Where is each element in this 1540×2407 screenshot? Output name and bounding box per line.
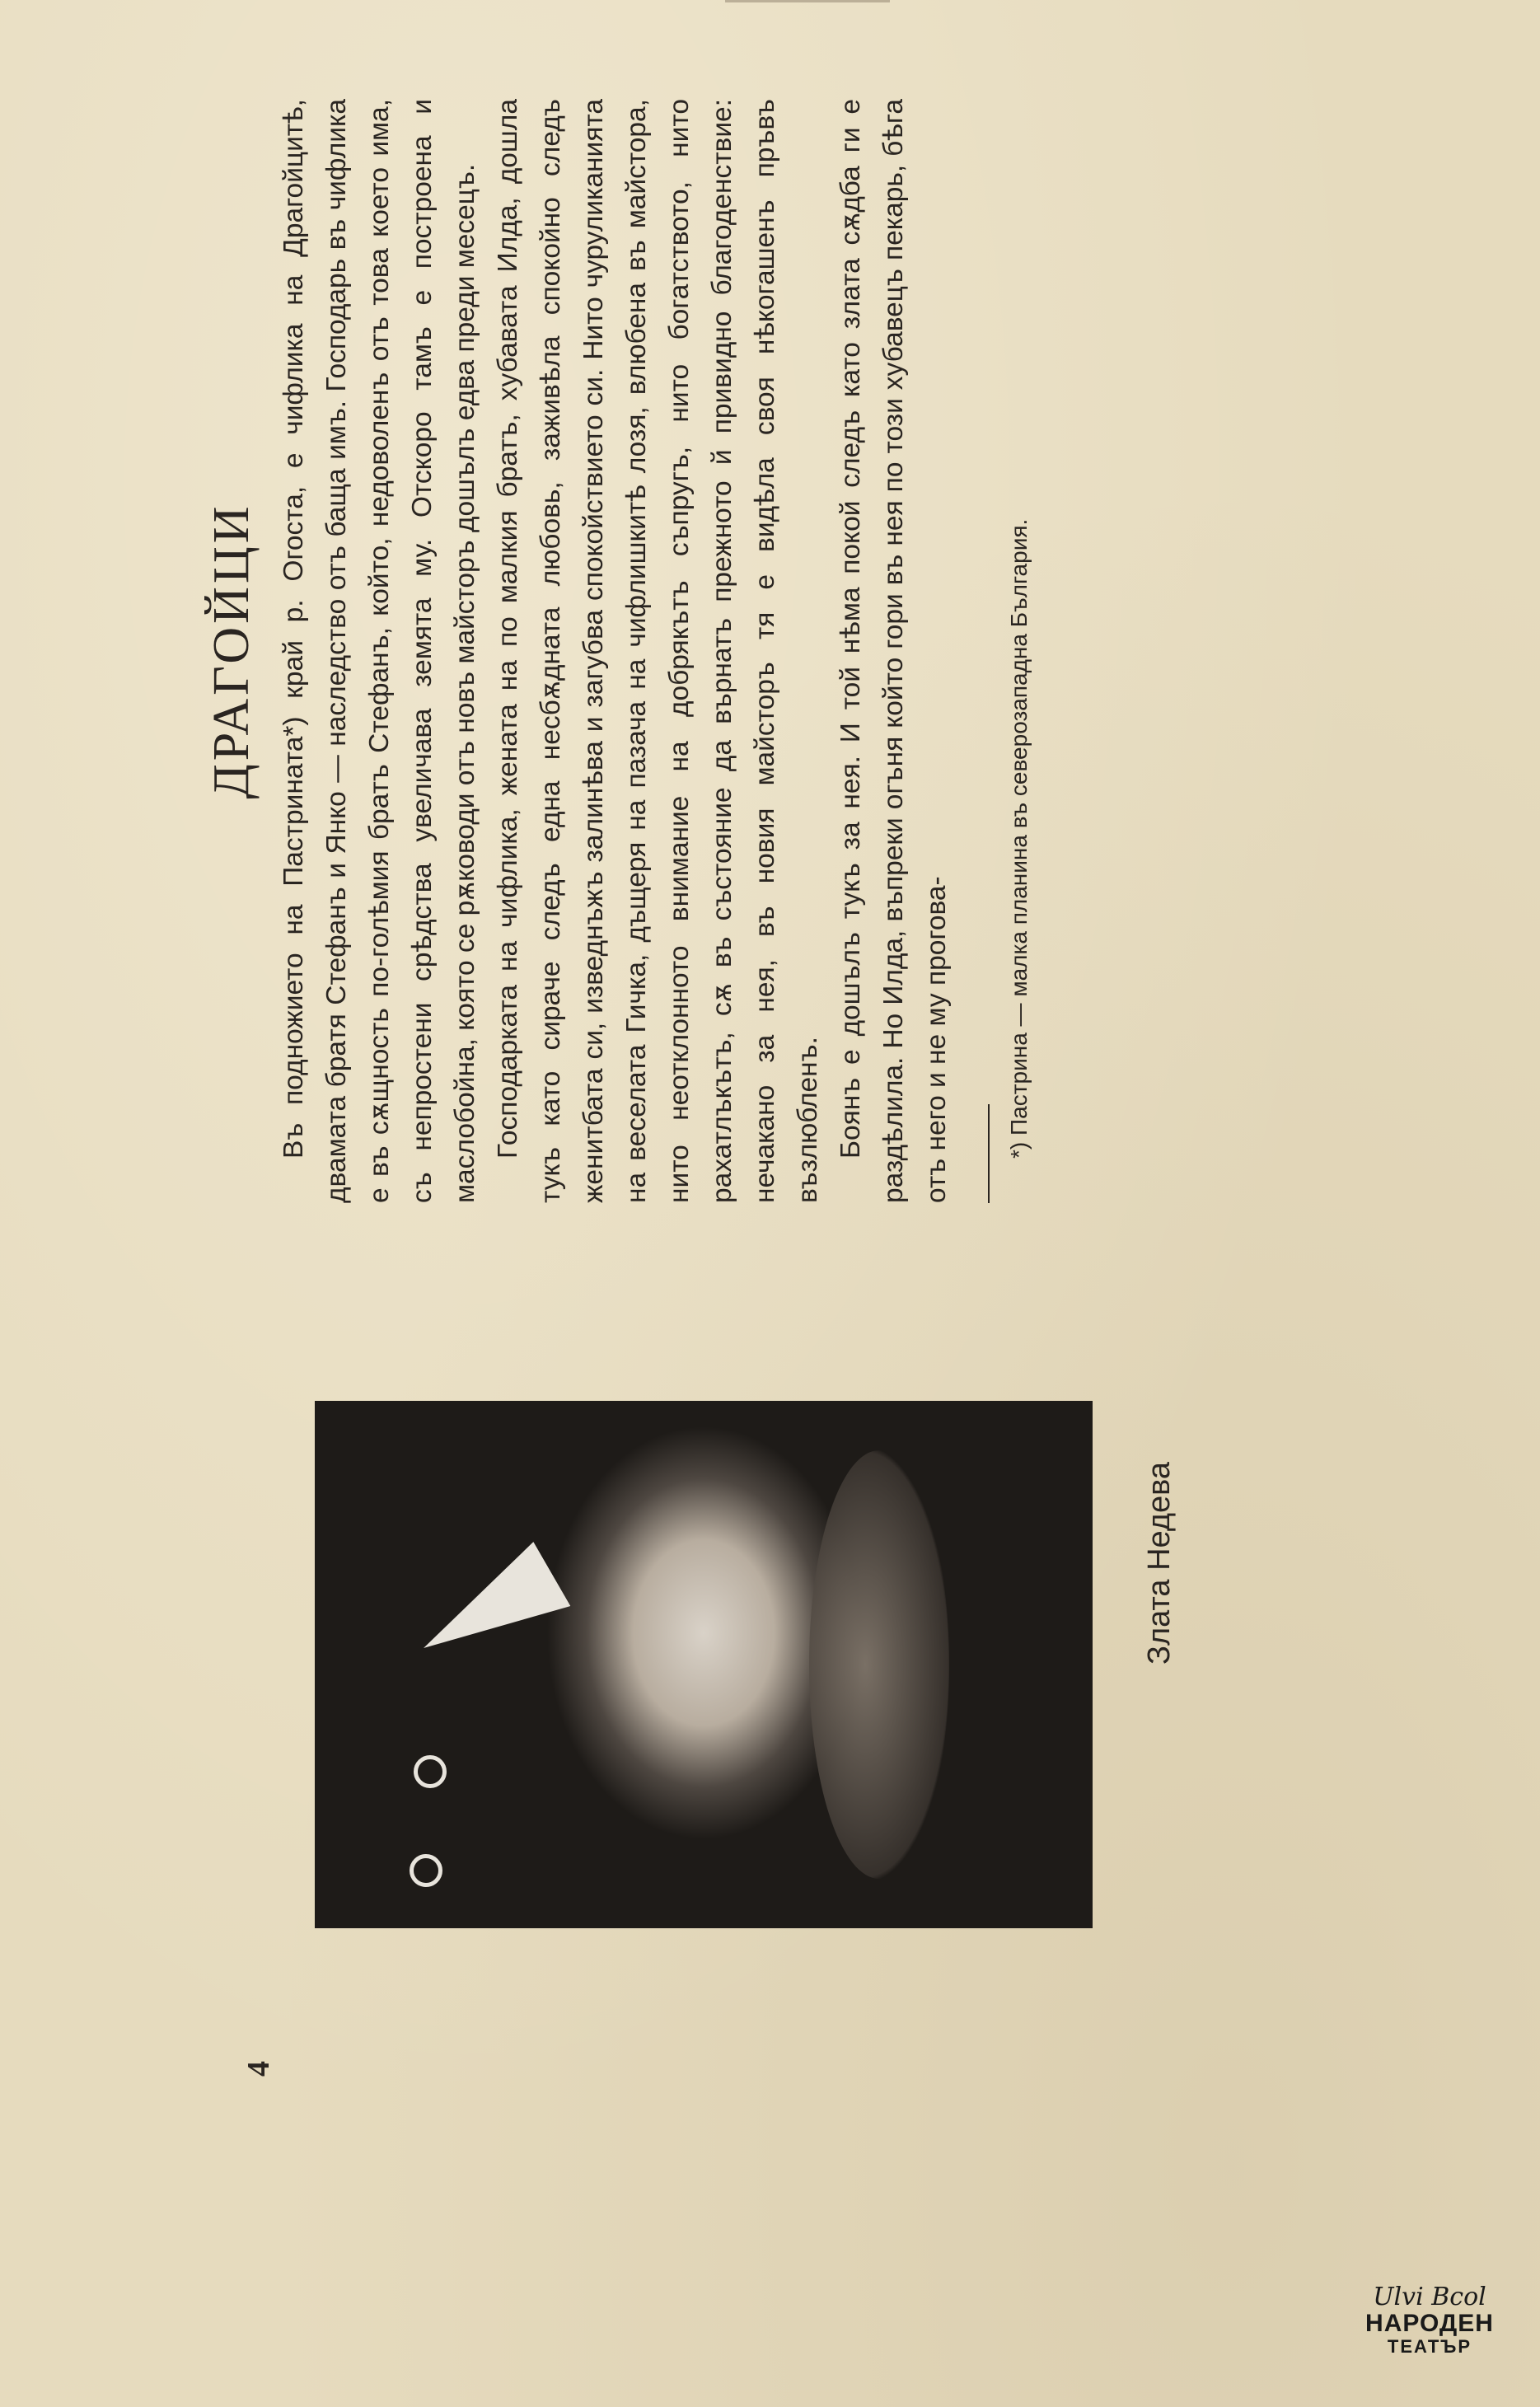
footnote-divider xyxy=(988,1104,990,1203)
binding-mark xyxy=(725,0,890,34)
brooch-right xyxy=(410,1854,442,1887)
article-body xyxy=(273,99,958,1203)
article-paragraph: Въ подножието на Пастрината*) край р. Огоста, е чифлика на Драгойцитѣ, двамата братя Стефанъ и Янко — наследство отъ баща имъ. Господарь въ чифлика е въ сѫщность по-голѣмия братъ Стефанъ, който, недоволенъ отъ това което има, съ непростени срѣдства увеличава земята му. Отскоро тамъ е построена и маслобойна, която се рѫководи отъ новъ майсторъ дошълъ едва преди месецъ. xyxy=(279,99,480,1203)
article-paragraph: Господарката на чифлика, жената на по малкия братъ, хубавата Илда, дошла тукъ като сираче следъ една несбѫдната любовь, заживѣла спокойно следъ женитбата си, изведнъжъ залинѣва и загубва спокойствието си. Нито чуруликанията на веселата Гичка, дъщеря на пазача на чифлишкитѣ лозя, влюбена въ майстора, нито неотклонното внимание на добрякътъ съпругъ, нито богатството, нито рахатлъкътъ, сѫ въ състояние да върнатъ прежното й привидно благоденствие: нечакано за нея, въ новия майсторъ тя е видѣла своя нѣкогашенъ пръвъ възлюбленъ. xyxy=(493,99,823,1203)
photo-caption: Злата Недева xyxy=(1142,1461,1177,1665)
portrait-photo xyxy=(315,1401,1093,1928)
portrait-hair xyxy=(809,1450,949,1879)
footnote: *) Пастрина — малка планина въ северозападна България. xyxy=(1006,518,1032,1159)
logo-script: Ulvi Bcol xyxy=(1373,2283,1486,2311)
watermark-logo xyxy=(1360,2283,1500,2373)
article xyxy=(203,99,1109,1203)
logo-name-line2: ТЕАТЪР xyxy=(1387,2336,1472,2357)
brooch-left xyxy=(414,1755,447,1788)
article-title: ДРАГОЙЦИ xyxy=(204,503,260,799)
portrait-collar xyxy=(405,1542,571,1680)
article-paragraph: Боянъ е дошълъ тукъ за нея. И той нѣма покой следъ като злата сѫдба ги е раздѣлила. Но Илда, въпреки огъня който гори въ нея по този хубавецъ пекарь, бѣга отъ него и не му прогова- xyxy=(836,99,952,1203)
page-number: 4 xyxy=(241,2061,276,2077)
logo-name-line1: НАРОДЕН xyxy=(1365,2310,1494,2337)
